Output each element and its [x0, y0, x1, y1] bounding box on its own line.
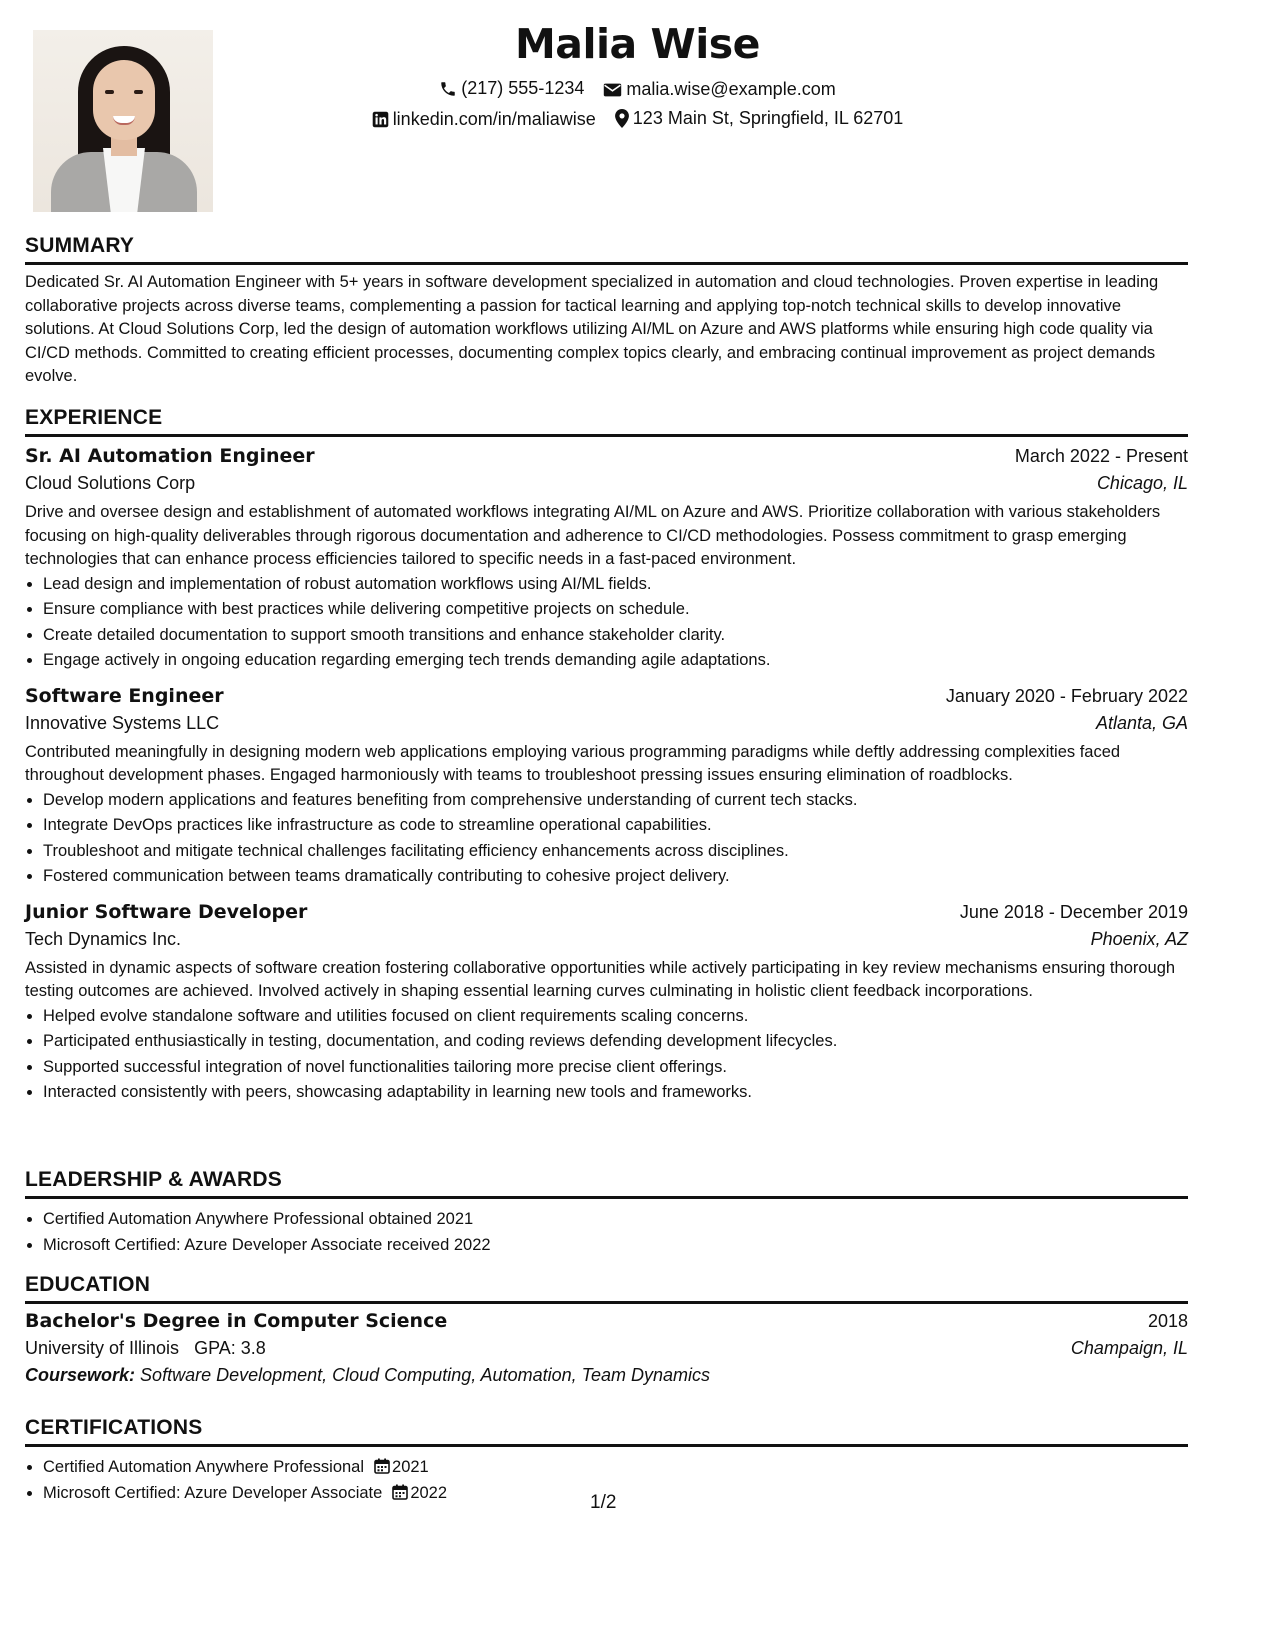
cert-name: Certified Automation Anywhere Professional — [43, 1458, 365, 1476]
linkedin-text[interactable]: linkedin.com/in/maliawise — [392, 109, 596, 129]
job-entry — [25, 685, 1188, 890]
experience-heading: EXPERIENCE — [25, 406, 1188, 437]
phone-contact — [439, 78, 584, 99]
summary-heading: SUMMARY — [25, 234, 1188, 265]
list-item: • Interacted consistently with peers, showcasing adaptability in learning new tools and frameworks. — [43, 1080, 1188, 1106]
linkedin-icon — [372, 111, 389, 128]
list-item: • Lead design and implementation of robust automation workflows using AI/ML fields. — [43, 572, 1188, 598]
contact-row-1 — [25, 78, 1250, 103]
list-item: • Ensure compliance with best practices while delivering competitive projects on schedule. — [43, 597, 1188, 623]
list-item: • Helped evolve standalone software and utilities focused on client requirements scaling concerns. — [43, 1004, 1188, 1030]
contact-row-2 — [25, 108, 1250, 133]
email-text[interactable]: malia.wise@example.com — [626, 79, 836, 99]
list-item: • Engage actively in ongoing education regarding emerging tech trends demanding agile adaptations. — [43, 648, 1188, 674]
list-item: • Participated enthusiastically in testing, documentation, and coding reviews defending development lifecycles. — [43, 1029, 1188, 1055]
job-bullets — [25, 788, 1188, 890]
school-location: Champaign, IL — [1070, 1338, 1188, 1358]
resume-page — [25, 0, 1250, 1650]
degree-title: Bachelor's Degree in Computer Science — [25, 1310, 448, 1332]
gpa: GPA: 3.8 — [194, 1338, 266, 1358]
calendar-icon — [392, 1484, 408, 1500]
list-item: • Integrate DevOps practices like infrastructure as code to streamline operational capabilities. — [43, 813, 1188, 839]
envelope-icon — [603, 82, 622, 98]
graduation-year: 2018 — [1147, 1311, 1188, 1331]
certifications-heading: CERTIFICATIONS — [25, 1416, 1188, 1447]
address-contact — [615, 108, 904, 129]
job-location: Phoenix, AZ — [1090, 928, 1188, 949]
cert-year: 2021 — [392, 1458, 429, 1476]
coursework-label: Coursework: — [25, 1365, 136, 1385]
summary-section — [25, 234, 1188, 389]
calendar-icon — [374, 1458, 390, 1474]
education-section — [25, 1273, 1188, 1386]
leadership-list — [25, 1207, 1188, 1258]
linkedin-contact[interactable] — [372, 109, 596, 130]
list-item — [43, 1455, 1188, 1481]
email-contact[interactable] — [603, 79, 835, 100]
phone-icon — [439, 80, 457, 98]
coursework-list: Software Development, Cloud Computing, Automation, Team Dynamics — [140, 1365, 710, 1385]
list-item: • Fostered communication between teams dramatically contributing to cohesive project delivery. — [43, 864, 1188, 890]
education-heading: EDUCATION — [25, 1273, 1188, 1304]
coursework — [25, 1365, 1188, 1386]
job-entry — [25, 901, 1188, 1106]
job-title: Software Engineer — [25, 684, 224, 707]
list-item: • Certified Automation Anywhere Professional obtained 2021 — [43, 1207, 1188, 1233]
job-company: Cloud Solutions Corp — [25, 473, 196, 493]
list-item: • Microsoft Certified: Azure Developer Associate received 2022 — [43, 1233, 1188, 1259]
job-location: Atlanta, GA — [1095, 712, 1188, 733]
page-number: 1/2 — [590, 1492, 617, 1513]
leadership-section — [25, 1168, 1188, 1258]
job-dates: January 2020 - February 2022 — [945, 685, 1188, 706]
job-description: Contributed meaningfully in designing modern web applications employing various programming paradigms while deftly addressing complexities faced throughout development phases. Engaged harmoniously with teams to troubleshoot pressing issues ensuring elimination of roadblocks. — [25, 742, 1121, 784]
leadership-heading: LEADERSHIP & AWARDS — [25, 1168, 1188, 1199]
address-text: 123 Main St, Springfield, IL 62701 — [632, 108, 904, 128]
job-dates: June 2018 - December 2019 — [959, 901, 1188, 922]
job-entry — [25, 445, 1188, 674]
list-item: • Troubleshoot and mitigate technical challenges facilitating efficiency enhancements across disciplines. — [43, 839, 1188, 865]
job-dates: March 2022 - Present — [1014, 446, 1188, 466]
job-location: Chicago, IL — [1096, 473, 1188, 493]
job-description: Assisted in dynamic aspects of software creation fostering collaborative opportunities while actively participating in key review mechanisms ensuring thorough testing outcomes are achieved. Involved actively in shaping essential learning curves culminating in holistic client feedback incorporations. — [25, 958, 1176, 1000]
map-pin-icon — [615, 109, 629, 128]
job-bullets — [25, 1004, 1188, 1106]
phone-text: (217) 555-1234 — [461, 78, 585, 98]
job-title: Sr. AI Automation Engineer — [25, 445, 315, 467]
list-item: • Create detailed documentation to support smooth transitions and enhance stakeholder clarity. — [43, 623, 1188, 649]
job-bullets — [25, 572, 1188, 674]
school-name: University of Illinois — [25, 1338, 180, 1358]
job-description: Drive and oversee design and establishment of automated workflows integrating AI/ML on Azure and AWS. Prioritize collaboration with various stakeholders focusing on high-quality deliverables through rigorous documentation and adherence to CI/CD methodologies. Possess commitment to grasp emerging technologies that can enhance process efficiencies tailored to specific needs in a fast-paced environment. — [25, 503, 1161, 568]
summary-text: Dedicated Sr. AI Automation Engineer with 5+ years in software development specialized in automation and cloud technologies. Proven expertise in leading collaborative projects across diverse teams, complementing a passion for tactical learning and applying top-notch technical skills to develop innovative solutions. At Cloud Solutions Corp, led the design of automation workflows utilizing AI/ML on Azure and AWS platforms while ensuring high code quality via CI/CD methods. Committed to creating efficient processes, documenting complex topics clearly, and embracing continual improvement as project demands evolve. — [25, 273, 1159, 385]
cert-name: Microsoft Certified: Azure Developer Associate — [43, 1483, 383, 1502]
job-company: Innovative Systems LLC — [25, 712, 220, 733]
job-title: Junior Software Developer — [25, 900, 308, 923]
experience-section — [25, 406, 1188, 1106]
school-info — [25, 1338, 266, 1359]
list-item: • Develop modern applications and features benefiting from comprehensive understanding of current tech stacks. — [43, 788, 1188, 814]
cert-year: 2022 — [410, 1483, 448, 1502]
candidate-name: Malia Wise — [514, 20, 760, 68]
list-item: • Supported successful integration of novel functionalities tailoring more precise client offerings. — [43, 1055, 1188, 1081]
job-company: Tech Dynamics Inc. — [25, 928, 182, 949]
